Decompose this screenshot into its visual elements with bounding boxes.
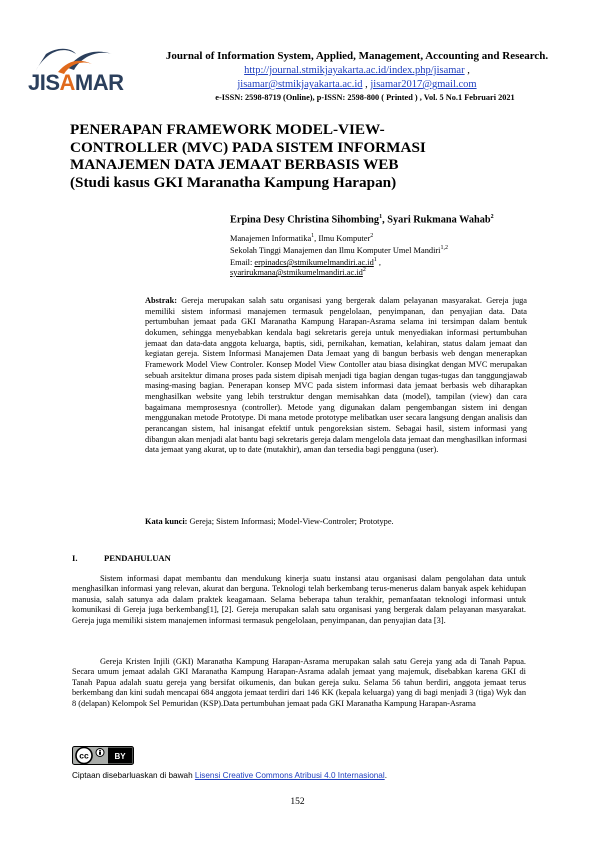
- author-email-link-1[interactable]: erpinadcs@stmikumelmandiri.ac.id: [254, 257, 374, 267]
- abstract-label: Abstrak:: [145, 296, 177, 305]
- journal-email-line: jisamar@stmikjayakarta.ac.id , jisamar2017@gmail.com: [237, 79, 477, 90]
- by-label: BY: [114, 752, 126, 761]
- keywords: [145, 517, 527, 526]
- journal-url-link[interactable]: http://journal.stmikjayakarta.ac.id/index.php/jisamar: [244, 65, 465, 76]
- author-1: Erpina Desy Christina Sihombing: [230, 214, 380, 226]
- page-number: 152: [290, 797, 305, 807]
- abstract-text: Gereja merupakan salah satu organisasi yang bergerak dalam pelayanan masyarakat. Gereja juga memiliki sistem informasi manajemen termasuk pengelolaan, penyimpanan, dan penyajian data. Data pertumbuhan jemaat pada GKI Maranatha Kampung Harapan-Asrama selama ini tersimpan dalam bentuk dokumen, sehingga menyebabkan kendala bagi sekretaris gereja untuk menyediakan informasi pertumbuhan jemaat dan data-data anggota keluarga, baptis, sidi, pernikahan, kematian, kelahiran, status dalam jemaat dan kegiatan gereja. Sistem Informasi Manajemen Data Jemaat yang di bangun berbasis web dengan menerapkan Framework Model View Controler. Konsep Model View Contoller atau biasa disingkat dengan MVC merupakan sebuah arsitektur dimana proses pada sistem dipisah menjadi tiga bagian dengan tugas-tugas dan tanggungjawab masing-masing bagian. Penerapan konsep MVC pada sistem informasi data jemaat berbasis web diharapkan menghasilkan website yang lebih terstruktur dengan memisahkan data (model), tampilan (view) dan cara bagaimana memprosesnya (controller). Metode yang digunakan dalam pengembangan sistem ini dengan menggunakan metode Prototype. Di mana metode prototype melibatkan user secara langsung dengan analisis dan perancangan sistem, hal inisangat efektif untuk pengoreksian sistem. Sebagai hasil, sistem informasi yang dibangun akan menjadi alat bantu bagi sekretaris gereja dalam mengelola data jemaat dan menghasilkan informasi data jemaat yang akurat, up to date (mutakhir), aman dan tersedia bagi pengguna (user).: [145, 296, 527, 455]
- keywords-label: Kata kunci:: [145, 517, 188, 526]
- cc-by-icon: [72, 746, 134, 765]
- author-email-line-2: $syarirukmana@stmikumelmandiri.ac.id^2$: [230, 267, 366, 277]
- keywords-text: Gereja; Sistem Informasi; Model-View-Controler; Prototype.: [187, 517, 394, 526]
- author-email-line: Email: $erpinadcs@stmikumelmandiri.ac.id^1$ ,: [230, 257, 381, 267]
- body-paragraph-2: Gereja Kristen Injili (GKI) Maranatha Kampung Harapan-Asrama merupakan salah satu Gereja yang ada di Tanah Papua. Secara umum jemaat adalah GKI Maranatha Kampung Harapan-Asrama adalah jemaat yang majemuk, disebabkan karena GKI di Tanah Papua adalah suatu gereja yang bersifat oikumenis, dan bukan gereja suku. Selama 56 tahun berdiri, anggota jemaat terus berkembang dan kini sudah mencapai 684 anggota jemaat terdiri dari 146 KK (kepala keluarga) yang di bagi menjadi 3 (tiga) Wyk dan 8 (delapan) Kelompok Sel Pemuridan (KSP).Data pertumbuhan jemaat pada GKI Maranatha Kampung Harapan-Asrama: [72, 657, 526, 708]
- journal-title: Journal of Information System, Applied, Management, Accounting and Research.: [165, 50, 549, 62]
- journal-email-link-1[interactable]: jisamar@stmikjayakarta.ac.id: [237, 79, 363, 90]
- issn-line: e-ISSN: 2598-8719 (Online), p-ISSN: 2598-800 ( Printed ) , Vol. 5 No.1 Februari 2021: [215, 93, 515, 102]
- affiliation-line-1: Manajemen Informatika$^1$, Ilmu Komputer$^2$: [230, 233, 374, 243]
- license-line: Ciptaan disebarluaskan di bawah Lisensi Creative Commons Atribusi 4.0 Internasional.: [72, 771, 387, 780]
- author-list: Erpina Desy Christina Sihombing$^1$, Syari Rukmana Wahab$^2$: [230, 214, 494, 226]
- affiliation-line-2: Sekolah Tinggi Manajemen dan Ilmu Komputer Umel Mandiri$^{1,2}$: [230, 245, 449, 255]
- section-number: I.: [72, 553, 78, 563]
- paper-title: PENERAPAN FRAMEWORK MODEL-VIEW- CONTROLLER (MVC) PADA SISTEM INFORMASI MANAJEMEN DATA JEMAAT BERBASIS WEB (Studi kasus GKI Maranatha Kampung Harapan): [70, 121, 426, 191]
- logo-wordmark: JISAMAR: [28, 70, 124, 95]
- journal-email-link-2[interactable]: jisamar2017@gmail.com: [370, 79, 477, 90]
- author-2: Syari Rukmana Wahab: [387, 214, 491, 226]
- abstract: [145, 296, 527, 456]
- journal-url-line: http://journal.stmikjayakarta.ac.id/index.php/jisamar ,: [244, 65, 470, 76]
- body-paragraph-1: Sistem informasi dapat membantu dan mendukung kinerja suatu instansi atau organisasi dalam pengolahan data untuk menghasilkan informasi yang relevan, akurat dan berguna. Teknologi telah berkembang terus-menerus dalam banyak aspek kehidupan manusia, salah satunya ada dalam praktek keagamaan. Selama beberapa tahun terakhir, pemanfaatan teknologi informasi untuk komunikasi di Gereja juga berkembang[1], [2]. Gereja merupakan salah satu organisasi yang bergerak dalam pelayanan masyarakat. Gereja juga memiliki sistem manajemen informasi termasuk pengelolaan, penyimpanan, dan penyajian data [3].: [72, 574, 526, 625]
- cc-license-badge[interactable]: [72, 746, 134, 765]
- journal-logo: [28, 44, 123, 102]
- author-email-link-2[interactable]: syarirukmana@stmikumelmandiri.ac.id: [230, 267, 363, 277]
- cc-label: cc: [79, 750, 89, 761]
- license-link[interactable]: Lisensi Creative Commons Atribusi 4.0 Internasional: [194, 771, 385, 780]
- section-title: PENDAHULUAN: [104, 553, 171, 563]
